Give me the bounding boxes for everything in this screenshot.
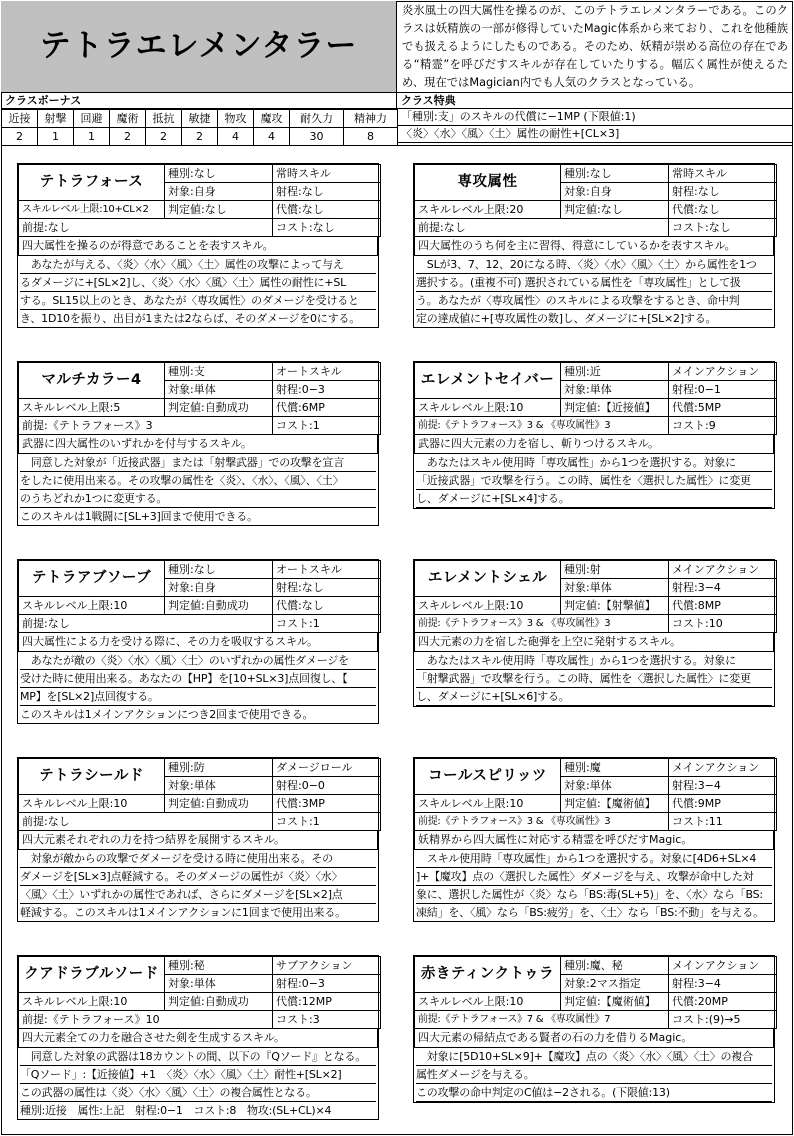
- skill-range: 射程:3−4: [669, 579, 777, 597]
- skill-body: [414, 256, 774, 327]
- class-bonus-heading: クラスボーナス: [1, 93, 397, 109]
- skill-type: 種別:防: [165, 759, 273, 777]
- bonus-value: 4: [218, 128, 254, 146]
- skill-body: [414, 652, 774, 706]
- skill-name: 赤きティンクトゥラ: [415, 957, 561, 993]
- skill-body-line: をしたに使用出来る。その攻撃の属性を〈炎〉、〈水〉、〈風〉、〈土〉: [20, 472, 376, 490]
- skill-stats-table: [414, 758, 777, 831]
- skill-body-line: 「Qソード」:【近接値】+1 〈炎〉〈水〉〈風〉〈土〉耐性+[SL×2]: [20, 1066, 376, 1084]
- skill-level-cap: スキルレベル上限:10: [415, 795, 561, 813]
- skill-cost: 代償:なし: [273, 597, 381, 615]
- skill-body-line: あなたが敵の〈炎〉〈水〉〈風〉〈土〉のいずれかの属性ダメージを: [20, 652, 376, 670]
- skill-cost: 代償:20MP: [669, 993, 777, 1011]
- skill-target: 対象:2マス指定: [561, 975, 669, 993]
- skill-body-line: 受けた時に使用出来る。あなたの【HP】を[10+SL×3]点回復し、【: [20, 670, 376, 688]
- skill-body: [414, 850, 774, 921]
- skill-range: 射程:なし: [273, 579, 381, 597]
- bonus-value: 2: [110, 128, 146, 146]
- skill-summary: 四大属性を操るのが得意であることを表すスキル。: [18, 237, 378, 256]
- skill-target: 対象:単体: [165, 381, 273, 399]
- skill-body-line: このスキルは1メインアクションにつき2回まで使用できる。: [20, 708, 314, 721]
- skill-type: 種別:秘: [165, 957, 273, 975]
- skill-type: 種別:支: [165, 363, 273, 381]
- skill-cost: 代償:なし: [273, 201, 381, 219]
- bonus-value: 1: [38, 128, 74, 146]
- bonus-label: 近接: [2, 110, 38, 128]
- skill-timing: サブアクション: [273, 957, 381, 975]
- skill-body-line: 対象に[5D10+SL×9]+【魔攻】点の〈炎〉〈水〉〈風〉〈土〉の複合: [416, 1048, 772, 1066]
- skill-card: [17, 361, 379, 526]
- skill-body-line: 「射撃武器」で攻撃を行う。この時、属性を〈選択した属性〉に変更: [416, 670, 772, 688]
- skill-cost-sub: コスト:なし: [273, 219, 381, 237]
- skill-name: テトラシールド: [19, 759, 165, 795]
- skill-cost: 代償:6MP: [273, 399, 381, 417]
- skill-prereq: 前提:《テトラフォース》10: [19, 1011, 273, 1029]
- skill-card: [17, 559, 379, 724]
- skill-body-line: MP】を[SL×2]点回復する。: [20, 688, 376, 706]
- skill-body-line: 同意した対象が「近接武器」または「射撃武器」での攻撃を宣言: [20, 454, 376, 472]
- skill-type: 種別:射: [561, 561, 669, 579]
- skill-body-line: 定の達成値に+[専攻属性の数]し、ダメージに+[SL×2]する。: [416, 312, 717, 325]
- skill-body-line: き、1D10を振り、出目が1または2ならば、そのダメージを0にする。: [20, 312, 360, 325]
- skill-target: 対象:単体: [561, 579, 669, 597]
- skill-body: [414, 454, 774, 508]
- skill-body-line: この攻撃の命中判定のC値は−2される。(下限値:13): [416, 1084, 772, 1102]
- class-bonus-labels: [2, 110, 398, 128]
- skill-timing: 常時スキル: [273, 165, 381, 183]
- skill-body: [18, 652, 378, 723]
- skill-level-cap: スキルレベル上限:10: [19, 993, 165, 1011]
- skill-summary: 武器に四大属性のいずれかを付与するスキル。: [18, 435, 378, 454]
- skill-prereq: 前提:なし: [19, 813, 273, 831]
- skill-cost-sub: コスト:なし: [669, 219, 777, 237]
- skill-body-line: るダメージに+[SL×2]し、〈炎〉〈水〉〈風〉〈土〉属性の耐性に+SL: [20, 274, 376, 292]
- skill-range: 射程:0−3: [273, 381, 381, 399]
- skill-summary: 四大元素の力を宿した砲弾を上空に発射するスキル。: [414, 633, 774, 652]
- skill-card: [413, 163, 775, 328]
- skill-card: [413, 757, 775, 922]
- skill-cost: 代償:なし: [669, 201, 777, 219]
- class-title: テトラエレメンタラー: [39, 27, 358, 64]
- skill-level-cap: スキルレベル上限:20: [415, 201, 561, 219]
- skill-type: 種別:なし: [561, 165, 669, 183]
- skill-body-line: 〈風〉〈土〉いずれかの属性であれば、さらにダメージを[SL×2]点: [20, 886, 376, 904]
- header-divider: [1, 145, 793, 146]
- skill-summary: 四大属性による力を受ける際に、その力を吸収するスキル。: [18, 633, 378, 652]
- skill-summary: 四大元素それぞれの力を持つ結界を展開するスキル。: [18, 831, 378, 850]
- bonus-value: 2: [146, 128, 182, 146]
- skill-range: 射程:0−0: [273, 777, 381, 795]
- skill-cost-sub: コスト:(9)→5: [669, 1011, 777, 1029]
- skill-target: 対象:単体: [165, 777, 273, 795]
- skill-judge: 判定値:自動成功: [165, 399, 273, 417]
- bonus-label: 物攻: [218, 110, 254, 128]
- skill-body-line: 選択する。(重複不可) 選択されている属性を「専攻属性」として扱: [416, 274, 772, 292]
- skill-type: 種別:近: [561, 363, 669, 381]
- skill-body-line: のうちどれか1つに変更する。: [20, 490, 376, 508]
- skill-stats-table: [414, 362, 777, 435]
- skill-type: 種別:魔、秘: [561, 957, 669, 975]
- skill-name: マルチカラー4: [19, 363, 165, 399]
- class-bonus-values: [2, 128, 398, 146]
- bonus-label: 魔術: [110, 110, 146, 128]
- skill-body-line: スキル使用時「専攻属性」から1つを選択する。対象に[4D6+SL×4: [416, 850, 772, 868]
- skill-level-cap: スキルレベル上限:10: [19, 597, 165, 615]
- skill-judge: 判定値:なし: [561, 201, 669, 219]
- class-perks-heading: クラス特典: [397, 93, 793, 109]
- skill-card: [413, 361, 775, 509]
- bonus-value: 2: [2, 128, 38, 146]
- skill-prereq: 前提:《テトラフォース》3 & 《専攻属性》3: [415, 615, 669, 633]
- skill-cost-sub: コスト:1: [273, 813, 381, 831]
- class-bonus-table: [1, 109, 398, 146]
- bonus-value: 8: [344, 128, 398, 146]
- skill-card: [413, 559, 775, 707]
- bonus-label: 回避: [74, 110, 110, 128]
- skill-prereq: 前提:《テトラフォース》3 & 《専攻属性》3: [415, 813, 669, 831]
- skill-body-line: 軽減する。このスキルは1メインアクションに1回まで使用出来る。: [20, 906, 346, 919]
- skill-summary: 武器に四大元素の力を宿し、斬りつけるスキル。: [414, 435, 774, 454]
- skill-body-line: 属性ダメージを与える。: [416, 1066, 772, 1084]
- skill-stats-table: [18, 758, 381, 831]
- skill-level-cap: スキルレベル上限:10: [19, 795, 165, 813]
- skill-cost-sub: コスト:9: [669, 417, 777, 435]
- skill-timing: 常時スキル: [669, 165, 777, 183]
- skill-body-line: し、ダメージに+[SL×6]する。: [416, 688, 772, 706]
- skill-level-cap: スキルレベル上限:10: [415, 399, 561, 417]
- skill-stats-table: [414, 560, 777, 633]
- skill-timing: オートスキル: [273, 363, 381, 381]
- skill-cost: 代償:9MP: [669, 795, 777, 813]
- skill-body-line: あなたはスキル使用時「専攻属性」から1つを選択する。対象に: [416, 454, 772, 472]
- skill-range: 射程:なし: [669, 183, 777, 201]
- bonus-label: 射撃: [38, 110, 74, 128]
- skill-name: 専攻属性: [415, 165, 561, 201]
- skill-judge: 判定値:【魔術値】: [561, 795, 669, 813]
- skill-body-line: ダメージを[SL×3]点軽減する。そのダメージの属性が〈炎〉〈水〉: [20, 868, 376, 886]
- class-perk-line: 〈炎〉〈水〉〈風〉〈土〉属性の耐性+[CL×3]: [397, 126, 793, 143]
- skill-body-line: ]+【魔攻】点の〈選択した属性〉ダメージを与え、攻撃が命中した対: [416, 868, 772, 886]
- skill-prereq: 前提:なし: [19, 219, 273, 237]
- skill-judge: 判定値:自動成功: [165, 597, 273, 615]
- class-title-box: [1, 1, 397, 93]
- skill-body-line: 凍結」を、〈風〉なら「BS:疲労」を、〈土〉なら「BS:不動」を与える。: [416, 906, 764, 919]
- skill-prereq: 前提:《テトラフォース》3: [19, 417, 273, 435]
- skill-body-line: う。あなたが〈専攻属性〉のスキルによる攻撃をするとき、命中判: [416, 292, 772, 310]
- skill-target: 対象:自身: [165, 183, 273, 201]
- bonus-value: 30: [290, 128, 344, 146]
- skill-prereq: 前提:なし: [415, 219, 669, 237]
- skill-summary: 四大元素全ての力を融合させた剣を生成するスキル。: [18, 1029, 378, 1048]
- skill-cost-sub: コスト:11: [669, 813, 777, 831]
- skill-timing: メインアクション: [669, 363, 777, 381]
- skill-prereq: 前提:《テトラフォース》3 & 《専攻属性》3: [415, 417, 669, 435]
- bonus-label: 魔攻: [254, 110, 290, 128]
- skill-cost: 代償:3MP: [273, 795, 381, 813]
- skill-body: [18, 454, 378, 525]
- skill-judge: 判定値:【射撃値】: [561, 597, 669, 615]
- class-intro: 炎氷風土の四大属性を操るのが、このテトラエレメンタラーである。このクラスは妖精族の一部が修得していたMagic体系から来ており、これを他種族でも扱えるようにしたものである。そのため、妖精が崇める高位の存在である“精霊”を呼びだすスキルが存在していたりする。幅広く属性が使えるため、現在ではMagician内でも人気のクラスとなっている。: [397, 1, 793, 93]
- skill-cost-sub: コスト:1: [273, 417, 381, 435]
- skill-body-line: 同意した対象の武器は18カウントの間、以下の『Qソード』となる。: [20, 1048, 376, 1066]
- skill-target: 対象:単体: [561, 381, 669, 399]
- skill-body-line: し、ダメージに+[SL×4]する。: [416, 490, 772, 508]
- skill-stats-table: [18, 956, 381, 1029]
- skill-prereq: 前提:なし: [19, 615, 273, 633]
- skill-judge: 判定値:【近接値】: [561, 399, 669, 417]
- skill-name: エレメントセイバー: [415, 363, 561, 399]
- skill-range: 射程:なし: [273, 183, 381, 201]
- skill-timing: メインアクション: [669, 957, 777, 975]
- bonus-label: 精神力: [344, 110, 398, 128]
- skill-body: [18, 850, 378, 921]
- bonus-label: 抵抗: [146, 110, 182, 128]
- skill-cost-sub: コスト:1: [273, 615, 381, 633]
- skill-level-cap: スキルレベル上限:10: [415, 597, 561, 615]
- skill-target: 対象:単体: [561, 777, 669, 795]
- skill-body-line: あなたはスキル使用時「専攻属性」から1つを選択する。対象に: [416, 652, 772, 670]
- skill-body-line: 「近接武器」で攻撃を行う。この時、属性を〈選択した属性〉に変更: [416, 472, 772, 490]
- skill-target: 対象:自身: [165, 579, 273, 597]
- skill-body-line: SLが3、7、12、20になる時、〈炎〉〈水〉〈風〉〈土〉から属性を1つ: [416, 256, 772, 274]
- skill-name: エレメントシェル: [415, 561, 561, 597]
- skill-type: 種別:魔: [561, 759, 669, 777]
- skill-name: テトラフォース: [19, 165, 165, 201]
- skill-card: [17, 163, 379, 328]
- skill-card: [17, 757, 379, 922]
- skill-judge: 判定値:自動成功: [165, 993, 273, 1011]
- skill-target: 対象:自身: [561, 183, 669, 201]
- skill-summary: 妖精界から四大属性に対応する精霊を呼びだすMagic。: [414, 831, 774, 850]
- skill-target: 対象:単体: [165, 975, 273, 993]
- skill-body-line: この武器の属性は〈炎〉〈水〉〈風〉〈土〉の複合属性となる。: [20, 1084, 376, 1102]
- skill-cost: 代償:8MP: [669, 597, 777, 615]
- skill-timing: ダメージロール: [273, 759, 381, 777]
- skill-stats-table: [414, 956, 777, 1029]
- skill-level-cap: スキルレベル上限:10+CL×2: [19, 201, 165, 219]
- skill-name: クアドラブルソード: [19, 957, 165, 993]
- skill-body-line: 象に、選択した属性が〈炎〉なら「BS:毒(SL+5)」を、〈水〉なら「BS:: [416, 886, 772, 904]
- bonus-value: 2: [182, 128, 218, 146]
- skill-body-line: 種別:近接 属性:上記 射程:0−1 コスト:8 物攻:(SL+CL)×4: [20, 1104, 332, 1117]
- skill-stats-table: [18, 164, 381, 237]
- skill-judge: 判定値:【魔術値】: [561, 993, 669, 1011]
- skill-timing: オートスキル: [273, 561, 381, 579]
- skill-stats-table: [414, 164, 777, 237]
- class-perk-line: 「種別:支」のスキルの代償に−1MP (下限値:1): [397, 109, 793, 126]
- skill-level-cap: スキルレベル上限:5: [19, 399, 165, 417]
- skill-body: [414, 1048, 774, 1102]
- skill-card: [413, 955, 775, 1103]
- skill-range: 射程:3−4: [669, 777, 777, 795]
- skill-cost: 代償:5MP: [669, 399, 777, 417]
- skill-type: 種別:なし: [165, 165, 273, 183]
- skill-body-line: このスキルは1戦闘に[SL+3]回まで使用できる。: [20, 510, 258, 523]
- skill-range: 射程:0−1: [669, 381, 777, 399]
- skill-range: 射程:0−3: [273, 975, 381, 993]
- bonus-label: 耐久力: [290, 110, 344, 128]
- skill-timing: メインアクション: [669, 759, 777, 777]
- skill-cost: 代償:12MP: [273, 993, 381, 1011]
- skill-stats-table: [18, 362, 381, 435]
- skill-stats-table: [18, 560, 381, 633]
- skill-range: 射程:3−4: [669, 975, 777, 993]
- skill-type: 種別:なし: [165, 561, 273, 579]
- skill-body-line: する。SL15以上のとき、あなたが〈専攻属性〉のダメージを受けると: [20, 292, 376, 310]
- skill-judge: 判定値:自動成功: [165, 795, 273, 813]
- bonus-label: 敏捷: [182, 110, 218, 128]
- skill-judge: 判定値:なし: [165, 201, 273, 219]
- skill-summary: 四大元素の帰結点である賢者の石の力を借りるMagic。: [414, 1029, 774, 1048]
- skill-cost-sub: コスト:10: [669, 615, 777, 633]
- skill-level-cap: スキルレベル上限:10: [415, 993, 561, 1011]
- skill-timing: メインアクション: [669, 561, 777, 579]
- skill-prereq: 前提:《テトラフォース》7 & 《専攻属性》7: [415, 1011, 669, 1029]
- bonus-value: 4: [254, 128, 290, 146]
- bonus-value: 1: [74, 128, 110, 146]
- skill-body: [18, 256, 378, 327]
- skill-body: [18, 1048, 378, 1119]
- skill-name: テトラアブソーブ: [19, 561, 165, 597]
- skill-cost-sub: コスト:3: [273, 1011, 381, 1029]
- skill-body-line: あなたが与える、〈炎〉〈水〉〈風〉〈土〉属性の攻撃によって与え: [20, 256, 376, 274]
- skill-name: コールスピリッツ: [415, 759, 561, 795]
- skill-summary: 四大属性のうち何を主に習得、得意にしているかを表すスキル。: [414, 237, 774, 256]
- skill-body-line: 対象が敵からの攻撃でダメージを受ける時に使用出来る。その: [20, 850, 376, 868]
- skill-card: [17, 955, 379, 1120]
